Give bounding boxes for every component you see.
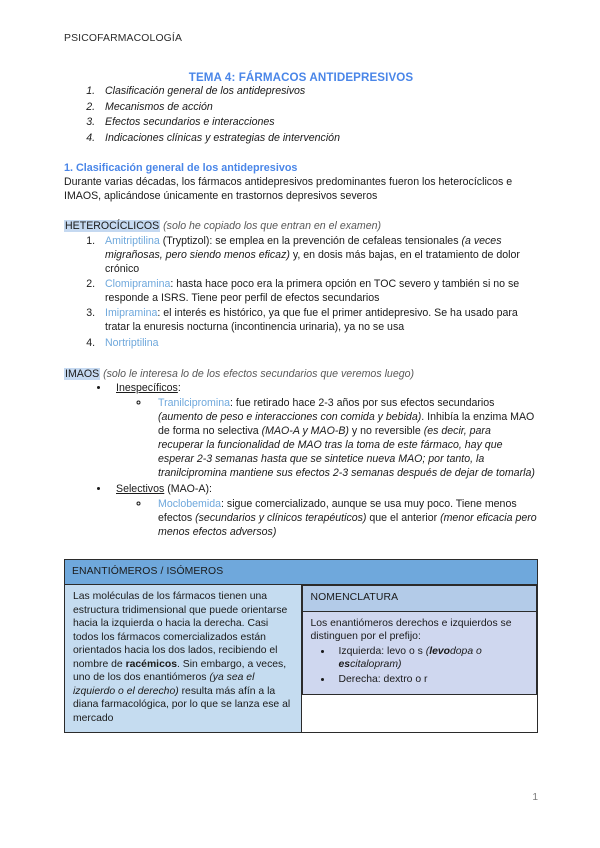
cell-text-1: Las moléculas de los fármacos tienen una estructura tridimensional que puede orientarse hacia la izquierda o hacia la derecha. Casi todos los fármacos comercializados están orientados hacia los dos lados, recibiendo el nombre de [73, 591, 288, 670]
section-heading-1: 1. Clasificación general de los antidepresivos [64, 161, 298, 174]
drug-desc: : hasta hace poco era la primera opción en TOC severo y también si no se responde a ISRS. Tiene peor perfil de efectos secundarios [105, 278, 520, 304]
drug-name: Tranilcipromina [158, 397, 231, 410]
drug-name: Amitriptilina [105, 234, 160, 247]
list-item [110, 483, 538, 540]
drug-desc-italic-2: (MAO-A y MAO-B) [261, 425, 349, 438]
drug-desc-cont: que el anterior [366, 511, 441, 524]
section-1-intro: Durante varias décadas, los fármacos antidepresivos predominantes fueron los heterocíclicos e IMAOS, aplicándose únicamente en trastornos depresivos severos [64, 175, 513, 202]
nomen-tail: citalopram) [350, 659, 402, 671]
heterociclicos-list [64, 235, 538, 351]
nomen-open-paren: ( [425, 645, 430, 657]
table-row [65, 585, 538, 733]
heterociclicos-label [64, 220, 538, 234]
nomenclatura-header-cell: NOMENCLATURA [302, 586, 537, 612]
selectivos-suffix: (MAO-A): [164, 482, 212, 495]
page-title: TEMA 4: FÁRMACOS ANTIDEPRESIVOS [188, 71, 414, 84]
cell-text-2: . Sin embargo, a veces, uno de los dos enantiómeros [73, 658, 287, 684]
imaos-highlight: IMAOS [65, 367, 100, 380]
list-item [333, 645, 531, 672]
nomenclatura-body-cell [302, 611, 537, 695]
drug-desc: (Tryptizol): se emplea en la prevención de cefaleas tensionales [159, 234, 462, 247]
page-number: 1 [532, 792, 538, 803]
toc-item: 2. Mecanismos de acción [98, 101, 538, 114]
selectivos-label: Selectivos [116, 482, 165, 495]
drug-desc: : sigue comercializado, aunque se usa muy poco. Tiene menos efectos [158, 497, 517, 524]
nomen-bold-levo: levo [429, 645, 450, 657]
imaos-list [64, 382, 538, 539]
drug-name: Moclobemida [158, 497, 222, 510]
drug-desc: : el interés es histórico, ya que fue el primer antidepresivo. Se ha usado para tratar la enuresis nocturna (incontinencia urinaria), ya no se usa [105, 307, 518, 334]
table-header-cell: ENANTIÓMEROS / ISÓMEROS [65, 559, 538, 585]
heterociclicos-highlight: HETEROCÍCLICOS [65, 220, 160, 232]
list-item [98, 307, 538, 335]
drug-desc-italic: (secundarios y clínicos terapéuticos) [195, 511, 367, 524]
nomenclatura-list [311, 645, 531, 687]
inespecificos-sublist [116, 397, 538, 481]
nomenclatura-intro: Los enantiómeros derechos e izquierdos se distinguen por el prefijo: [310, 617, 512, 643]
cell-text-3: resulta más afín a la diana farmacológica, por lo que se lanza ese al mercado [73, 685, 291, 724]
table-row [65, 559, 538, 585]
imaos-label [64, 368, 538, 382]
drug-desc-italic: (aumento de peso e interacciones con comida y bebida) [158, 411, 422, 424]
drug-desc-cont: . Inhibía la enzima MAO de forma no selectiva [158, 411, 535, 438]
drug-name: Imipramina [105, 307, 158, 320]
inespecificos-colon: : [177, 382, 181, 395]
drug-desc-cont: y, en dosis más bajas, en el tratamiento de dolor crónico [105, 248, 520, 275]
drug-desc-italic-3: (es decir, para recuperar la funcionalidad de MAO tras la toma de este fármaco, hay que esperar 2-3 semanas hasta que se sintetice nueva MAO; por tanto, la tranilcipromina mantiene sus efectos 2-3 semanas después de dejar de tomarla) [158, 425, 535, 479]
nomen-bold-es: es [338, 659, 351, 671]
imaos-note: (solo le interesa lo de los efectos secundarios que veremos luego) [103, 367, 415, 380]
toc-item: 1. Clasificación general de los antidepresivos [98, 85, 538, 98]
list-item [98, 337, 538, 351]
drug-desc-italic: (a veces migrañosas, pero siendo menos eficaz) [105, 234, 502, 261]
inespecificos-label: Inespecíficos [116, 382, 178, 395]
heterociclicos-note: (solo he copiado los que entran en el examen) [163, 220, 382, 232]
table-cell-description [65, 585, 302, 733]
toc-item: 4. Indicaciones clínicas y estrategias de intervención [98, 132, 538, 145]
table-row [302, 586, 537, 612]
drug-desc-italic-2: (menor eficacia pero menos efectos adversos) [158, 511, 537, 538]
cell-italic: (ya sea el izquierdo o el derecho) [73, 672, 255, 697]
drug-desc-cont-2: y no reversible [348, 425, 424, 438]
cell-bold-racemicos: racémicos [125, 658, 177, 670]
table-cell-nomenclatura-wrapper [301, 585, 538, 733]
nomenclatura-table [302, 585, 538, 695]
nomen-item-text: Derecha: dextro o r [338, 673, 428, 685]
drug-desc: : fue retirado hace 2-3 años por sus efectos secundarios [230, 397, 495, 410]
toc-item: 3. Efectos secundarios e interacciones [98, 116, 538, 129]
table-row [302, 611, 537, 695]
list-item [150, 397, 538, 481]
nomen-mid: dopa o [449, 645, 482, 657]
list-item [98, 235, 538, 277]
list-item [150, 498, 538, 540]
enantiomeros-table-wrapper [64, 559, 538, 734]
drug-name: Clomipramina [105, 278, 171, 291]
list-item [333, 673, 531, 687]
enantiomeros-table [64, 559, 538, 734]
selectivos-sublist [116, 498, 538, 540]
list-item [110, 382, 538, 480]
drug-name: Nortriptilina [105, 336, 159, 349]
nomen-item-text: Izquierda: levo o s [338, 645, 426, 657]
table-of-contents [64, 85, 538, 145]
list-item [98, 278, 538, 306]
document-header: PSICOFARMACOLOGÍA [64, 33, 183, 44]
